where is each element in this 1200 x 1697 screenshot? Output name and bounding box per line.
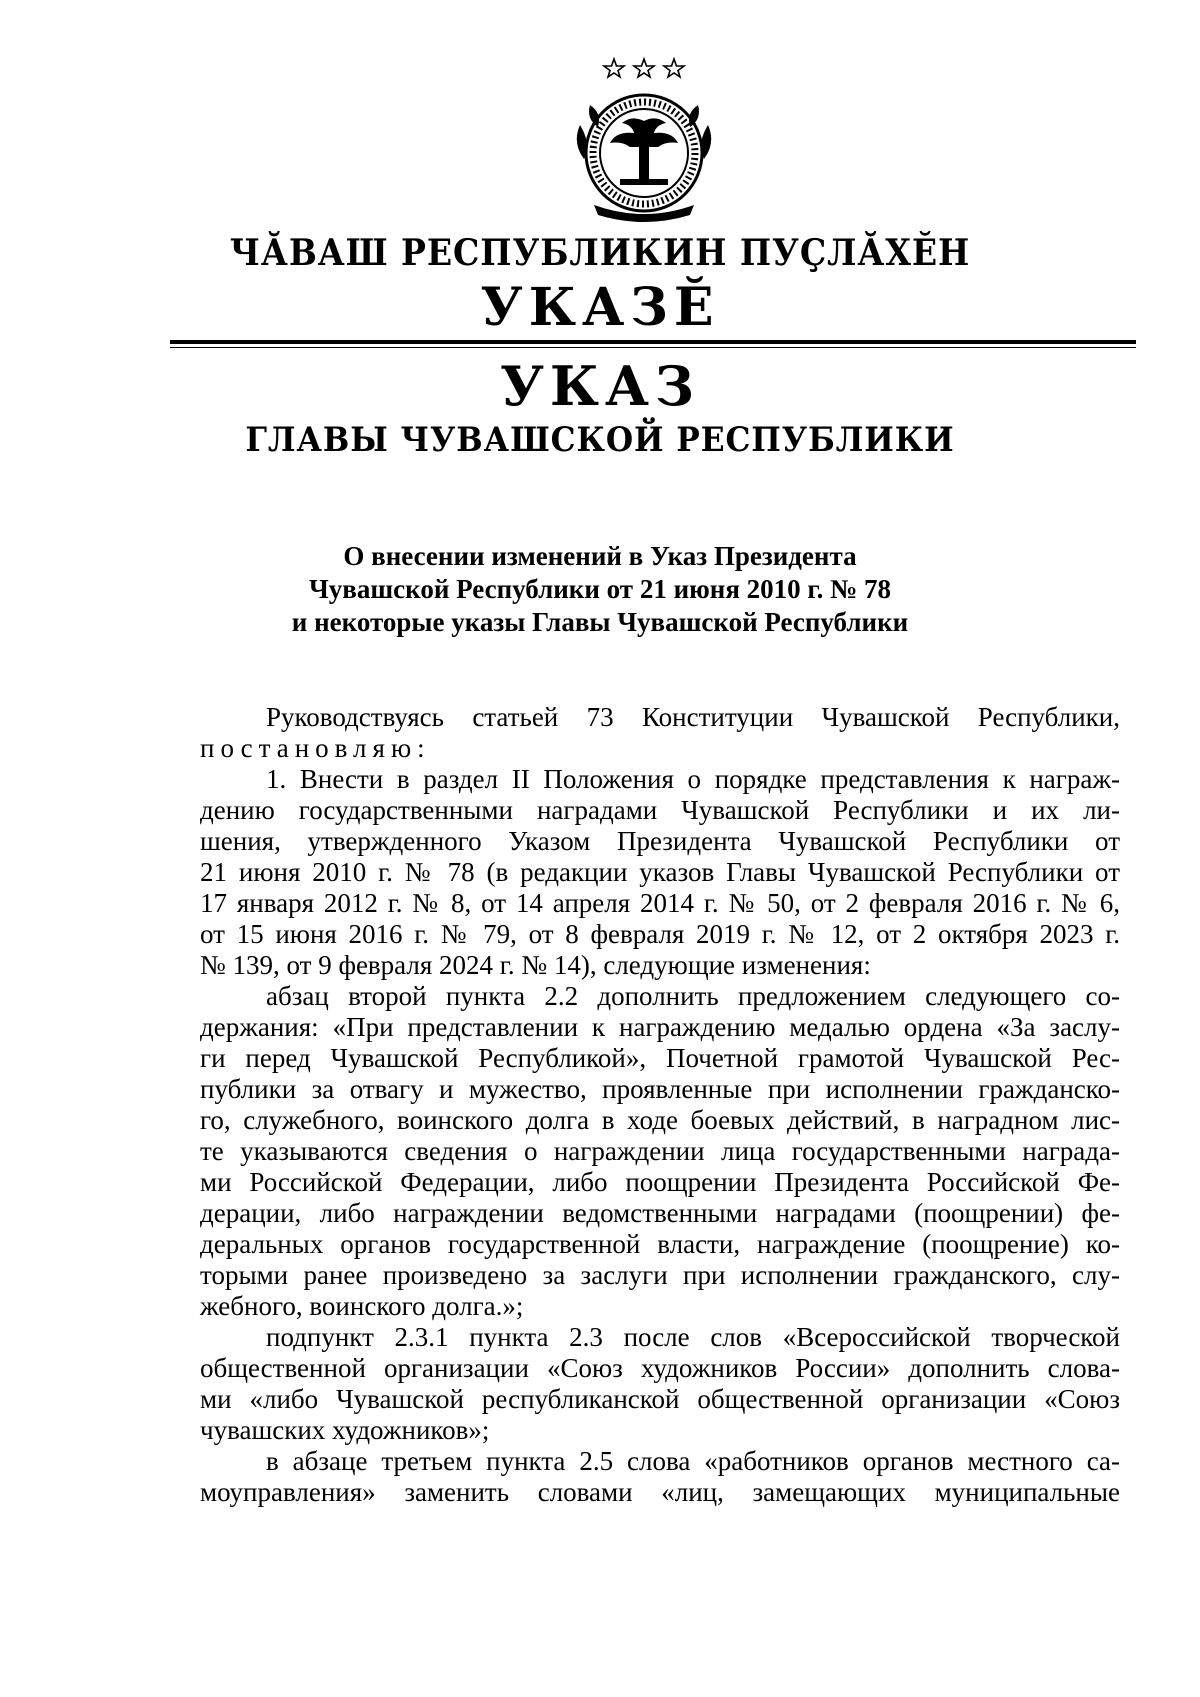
body-text-line: моуправления» заменить словами «лиц, замещающих муниципальные bbox=[200, 1477, 1120, 1507]
body-text-line: дению государственными наградами Чувашской Республики и их ли- bbox=[200, 795, 1120, 825]
russian-header-line2: ГЛАВЫ ЧУВАШСКОЙ РЕСПУБЛИКИ bbox=[245, 420, 955, 460]
body-text-line: шения, утвержденного Указом Президента Чувашской Республики от bbox=[200, 826, 1120, 856]
body-text-line: публики за отвагу и мужество, проявленные при исполнении гражданско- bbox=[200, 1074, 1120, 1104]
russian-header-line1: УКАЗ bbox=[500, 354, 700, 418]
body-text-line: ми Российской Федерации, либо поощрении Президента Российской Фе- bbox=[200, 1167, 1120, 1197]
body-text-line: в абзаце третьем пункта 2.5 слова «работников органов местного са- bbox=[266, 1446, 1120, 1476]
body-text-line: № 139, от 9 февраля 2024 г. № 14), следующие изменения: bbox=[200, 950, 871, 980]
decree-title bbox=[0, 540, 1200, 639]
chuvash-coat-of-arms-icon bbox=[570, 55, 718, 225]
body-text-line: дерации, либо награждении ведомственными наградами (поощрении) фе- bbox=[200, 1198, 1120, 1228]
title-line: Чувашской Республики от 21 июня 2010 г. № 78 bbox=[308, 574, 892, 604]
body-text-line: подпункт 2.3.1 пункта 2.3 после слов «Всероссийской творческой bbox=[266, 1322, 1120, 1352]
body-text-line: жебного, воинского долга.»; bbox=[200, 1291, 524, 1321]
body-text-line: абзац второй пункта 2.2 дополнить предложением следующего со- bbox=[266, 981, 1120, 1011]
body-text-line: общественной организации «Союз художников России» дополнить слова- bbox=[200, 1353, 1120, 1383]
chuvash-header-line1: ЧӐВАШ РЕСПУБЛИКИН ПУҪЛӐХӖН bbox=[229, 232, 971, 274]
title-line: и некоторые указы Главы Чувашской Республики bbox=[291, 607, 909, 637]
body-text-line: ги перед Чувашской Республикой», Почетной грамотой Чувашской Рес- bbox=[200, 1043, 1120, 1073]
header-divider-thick bbox=[170, 340, 1136, 344]
body-text-line: держания: «При представлении к награждению медалью ордена «За заслу- bbox=[200, 1012, 1120, 1042]
decree-body bbox=[200, 702, 1120, 1508]
body-text-line: торыми ранее произведено за заслуги при исполнении гражданского, слу- bbox=[200, 1260, 1120, 1290]
body-text-line: от 15 июня 2016 г. № 79, от 8 февраля 2019 г. № 12, от 2 октября 2023 г. bbox=[200, 919, 1120, 949]
body-text-line: ми «либо Чувашской республиканской общественной организации «Союз bbox=[200, 1384, 1120, 1414]
body-text-line: 21 июня 2010 г. № 78 (в редакции указов Главы Чувашской Республики от bbox=[200, 857, 1120, 887]
title-line: О внесении изменений в Указ Президента bbox=[343, 541, 857, 571]
body-text-line: го, служебного, воинского долга в ходе боевых действий, в наградном лис- bbox=[200, 1105, 1120, 1135]
header-divider-thin bbox=[170, 347, 1136, 348]
body-text-line: Руководствуясь статьей 73 Конституции Чувашской Республики, bbox=[266, 702, 1120, 732]
body-text-line: постановляю: bbox=[200, 733, 431, 763]
body-text-line: 17 января 2012 г. № 8, от 14 апреля 2014 г. № 50, от 2 февраля 2016 г. № 6, bbox=[200, 888, 1120, 918]
body-text-line: деральных органов государственной власти, награждение (поощрение) ко- bbox=[200, 1229, 1120, 1259]
body-text-line: те указываются сведения о награждении лица государственными награда- bbox=[200, 1136, 1120, 1166]
chuvash-header-line2: УКАЗӖ bbox=[480, 277, 720, 338]
body-text-line: чувашских художников»; bbox=[200, 1415, 490, 1445]
body-text-line: 1. Внести в раздел II Положения о порядке представления к награж- bbox=[266, 764, 1120, 794]
